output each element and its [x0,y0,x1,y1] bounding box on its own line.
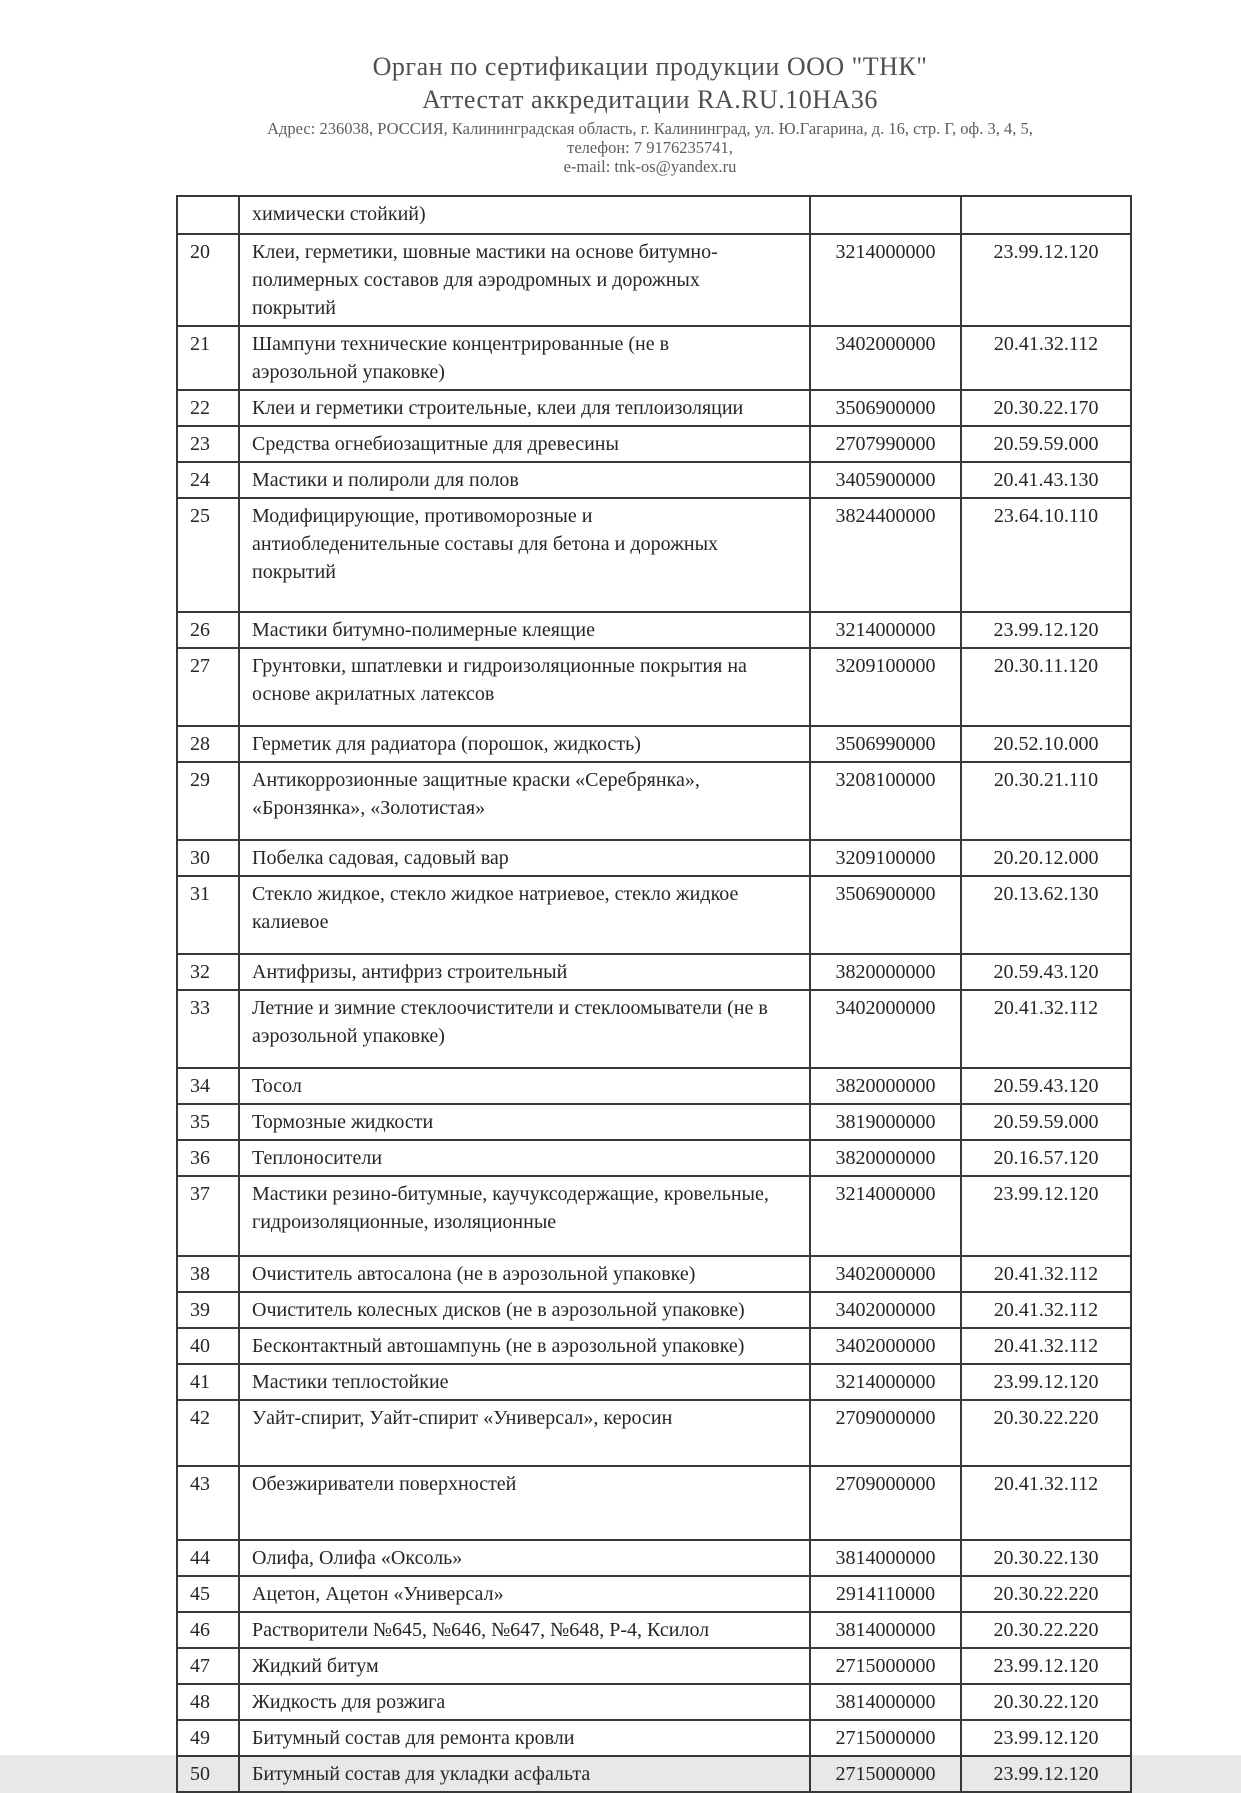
tnved-code: 3214000000 [810,612,961,648]
product-description: Антикоррозионные защитные краски «Серебрянка», «Бронзянка», «Золотистая» [239,762,810,840]
okpd2-code: 20.16.57.120 [961,1140,1131,1176]
tnved-code: 3814000000 [810,1684,961,1720]
tnved-code [810,196,961,234]
okpd2-code: 20.30.11.120 [961,648,1131,726]
product-description: Жидкий битум [239,1648,810,1684]
tnved-code: 2914110000 [810,1576,961,1612]
tnved-code: 3402000000 [810,1328,961,1364]
row-number: 40 [177,1328,239,1364]
okpd2-code: 20.59.59.000 [961,426,1131,462]
table-row [177,1466,1131,1540]
tnved-code: 3814000000 [810,1612,961,1648]
table-row [177,1068,1131,1104]
tnved-code: 3214000000 [810,234,961,326]
product-description: Олифа, Олифа «Оксоль» [239,1540,810,1576]
product-description: Битумный состав для ремонта кровли [239,1720,810,1756]
okpd2-code: 20.59.59.000 [961,1104,1131,1140]
product-description: Клеи, герметики, шовные мастики на основе битумно-полимерных составов для аэродромных и дорожных покрытий [239,234,810,326]
okpd2-code: 23.99.12.120 [961,1176,1131,1256]
table-row [177,426,1131,462]
row-number: 50 [177,1756,239,1792]
okpd2-code: 20.59.43.120 [961,954,1131,990]
table-row [177,1256,1131,1292]
tnved-code: 3820000000 [810,1068,961,1104]
product-description: Грунтовки, шпатлевки и гидроизоляционные покрытия на основе акрилатных латексов [239,648,810,726]
table-row [177,1684,1131,1720]
table-row [177,1140,1131,1176]
table-row [177,390,1131,426]
org-phone: телефон: 7 9176235741, [567,138,733,157]
product-description: Тосол [239,1068,810,1104]
product-description: Мастики и полироли для полов [239,462,810,498]
product-description: Уайт-спирит, Уайт-спирит «Универсал», керосин [239,1400,810,1466]
product-description: Средства огнебиозащитные для древесины [239,426,810,462]
row-number: 23 [177,426,239,462]
row-number: 24 [177,462,239,498]
accreditation-certificate: Аттестат аккредитации RA.RU.10HA36 [422,85,878,114]
table-row [177,326,1131,390]
product-description: химически стойкий) [239,196,810,234]
okpd2-code: 20.59.43.120 [961,1068,1131,1104]
row-number: 31 [177,876,239,954]
row-number: 36 [177,1140,239,1176]
okpd2-code: 20.30.22.170 [961,390,1131,426]
okpd2-code: 20.13.62.130 [961,876,1131,954]
okpd2-code: 23.99.12.120 [961,1648,1131,1684]
products-table [176,195,1132,1793]
row-number: 46 [177,1612,239,1648]
okpd2-code: 20.20.12.000 [961,840,1131,876]
tnved-code: 3819000000 [810,1104,961,1140]
product-description: Ацетон, Ацетон «Универсал» [239,1576,810,1612]
tnved-code: 2715000000 [810,1720,961,1756]
table-row [177,954,1131,990]
tnved-code: 3208100000 [810,762,961,840]
certification-body-name: Орган по сертификации продукции ООО "ТНК" [372,52,928,81]
tnved-code: 3402000000 [810,990,961,1068]
row-number: 49 [177,1720,239,1756]
row-number: 43 [177,1466,239,1540]
table-row [177,1400,1131,1466]
row-number: 48 [177,1684,239,1720]
product-description: Обезжириватели поверхностей [239,1466,810,1540]
table-row [177,196,1131,234]
row-number: 20 [177,234,239,326]
product-description: Шампуни технические концентрированные (не в аэрозольной упаковке) [239,326,810,390]
tnved-code: 3214000000 [810,1364,961,1400]
row-number: 33 [177,990,239,1068]
okpd2-code: 20.41.32.112 [961,990,1131,1068]
tnved-code: 3506900000 [810,876,961,954]
row-number: 27 [177,648,239,726]
tnved-code: 2709000000 [810,1400,961,1466]
table-row [177,1104,1131,1140]
table-row [177,612,1131,648]
tnved-code: 3814000000 [810,1540,961,1576]
product-description: Мастики битумно-полимерные клеящие [239,612,810,648]
tnved-code: 3209100000 [810,840,961,876]
product-description: Побелка садовая, садовый вар [239,840,810,876]
row-number: 22 [177,390,239,426]
table-row [177,1720,1131,1756]
table-row [177,1540,1131,1576]
row-number: 37 [177,1176,239,1256]
tnved-code: 3402000000 [810,326,961,390]
tnved-code: 3209100000 [810,648,961,726]
product-description: Тормозные жидкости [239,1104,810,1140]
okpd2-code: 23.99.12.120 [961,612,1131,648]
table-row [177,1176,1131,1256]
okpd2-code: 20.52.10.000 [961,726,1131,762]
okpd2-code: 23.99.12.120 [961,1364,1131,1400]
table-row [177,234,1131,326]
table-row [177,1292,1131,1328]
tnved-code: 2715000000 [810,1648,961,1684]
table-row [177,840,1131,876]
table-row [177,762,1131,840]
okpd2-code: 23.99.12.120 [961,1756,1131,1792]
row-number: 25 [177,498,239,612]
okpd2-code: 20.30.22.220 [961,1400,1131,1466]
okpd2-code: 20.41.32.112 [961,1292,1131,1328]
product-description: Клеи и герметики строительные, клеи для теплоизоляции [239,390,810,426]
tnved-code: 3402000000 [810,1256,961,1292]
tnved-code: 3405900000 [810,462,961,498]
okpd2-code [961,196,1131,234]
product-description: Очиститель колесных дисков (не в аэрозольной упаковке) [239,1292,810,1328]
org-email: e-mail: tnk-os@yandex.ru [563,157,737,176]
tnved-code: 2709000000 [810,1466,961,1540]
okpd2-code: 20.30.22.220 [961,1576,1131,1612]
row-number: 39 [177,1292,239,1328]
product-description: Летние и зимние стеклоочистители и стеклоомыватели (не в аэрозольной упаковке) [239,990,810,1068]
row-number: 30 [177,840,239,876]
row-number: 32 [177,954,239,990]
okpd2-code: 20.30.21.110 [961,762,1131,840]
product-description: Битумный состав для укладки асфальта [239,1756,810,1792]
table-row [177,726,1131,762]
tnved-code: 3820000000 [810,1140,961,1176]
product-description: Стекло жидкое, стекло жидкое натриевое, стекло жидкое калиевое [239,876,810,954]
table-row [177,1364,1131,1400]
row-number: 26 [177,612,239,648]
tnved-code: 3214000000 [810,1176,961,1256]
table-row [177,462,1131,498]
row-number [177,196,239,234]
table-row [177,1612,1131,1648]
table-row [177,1328,1131,1364]
table-row [177,498,1131,612]
row-number: 47 [177,1648,239,1684]
product-description: Антифризы, антифриз строительный [239,954,810,990]
row-number: 21 [177,326,239,390]
okpd2-code: 20.41.32.112 [961,1466,1131,1540]
table-row [177,1576,1131,1612]
okpd2-code: 20.41.32.112 [961,1256,1131,1292]
okpd2-code: 20.41.43.130 [961,462,1131,498]
product-description: Растворители №645, №646, №647, №648, Р-4, Ксилол [239,1612,810,1648]
row-number: 34 [177,1068,239,1104]
tnved-code: 3506900000 [810,390,961,426]
tnved-code: 3506990000 [810,726,961,762]
row-number: 35 [177,1104,239,1140]
product-description: Мастики теплостойкие [239,1364,810,1400]
okpd2-code: 23.99.12.120 [961,234,1131,326]
letterhead [170,50,1130,176]
tnved-code: 3824400000 [810,498,961,612]
okpd2-code: 20.41.32.112 [961,326,1131,390]
okpd2-code: 23.99.12.120 [961,1720,1131,1756]
okpd2-code: 20.30.22.220 [961,1612,1131,1648]
okpd2-code: 20.30.22.120 [961,1684,1131,1720]
product-description: Герметик для радиатора (порошок, жидкость) [239,726,810,762]
okpd2-code: 20.30.22.130 [961,1540,1131,1576]
okpd2-code: 23.64.10.110 [961,498,1131,612]
row-number: 44 [177,1540,239,1576]
row-number: 42 [177,1400,239,1466]
row-number: 45 [177,1576,239,1612]
row-number: 28 [177,726,239,762]
product-description: Модифицирующие, противоморозные и антиобледенительные составы для бетона и дорожных покрытий [239,498,810,612]
product-description: Теплоносители [239,1140,810,1176]
tnved-code: 2715000000 [810,1756,961,1792]
row-number: 29 [177,762,239,840]
tnved-code: 2707990000 [810,426,961,462]
org-address: Адрес: 236038, РОССИЯ, Калининградская область, г. Калининград, ул. Ю.Гагарина, д. 16, стр. Г, оф. 3, 4, 5, [267,119,1033,138]
table-row [177,1648,1131,1684]
tnved-code: 3402000000 [810,1292,961,1328]
product-description: Бесконтактный автошампунь (не в аэрозольной упаковке) [239,1328,810,1364]
product-description: Жидкость для розжига [239,1684,810,1720]
row-number: 38 [177,1256,239,1292]
table-row [177,876,1131,954]
okpd2-code: 20.41.32.112 [961,1328,1131,1364]
table-row [177,648,1131,726]
product-description: Очиститель автосалона (не в аэрозольной упаковке) [239,1256,810,1292]
table-row [177,1756,1131,1792]
product-description: Мастики резино-битумные, каучуксодержащие, кровельные, гидроизоляционные, изоляционные [239,1176,810,1256]
row-number: 41 [177,1364,239,1400]
table-row [177,990,1131,1068]
tnved-code: 3820000000 [810,954,961,990]
